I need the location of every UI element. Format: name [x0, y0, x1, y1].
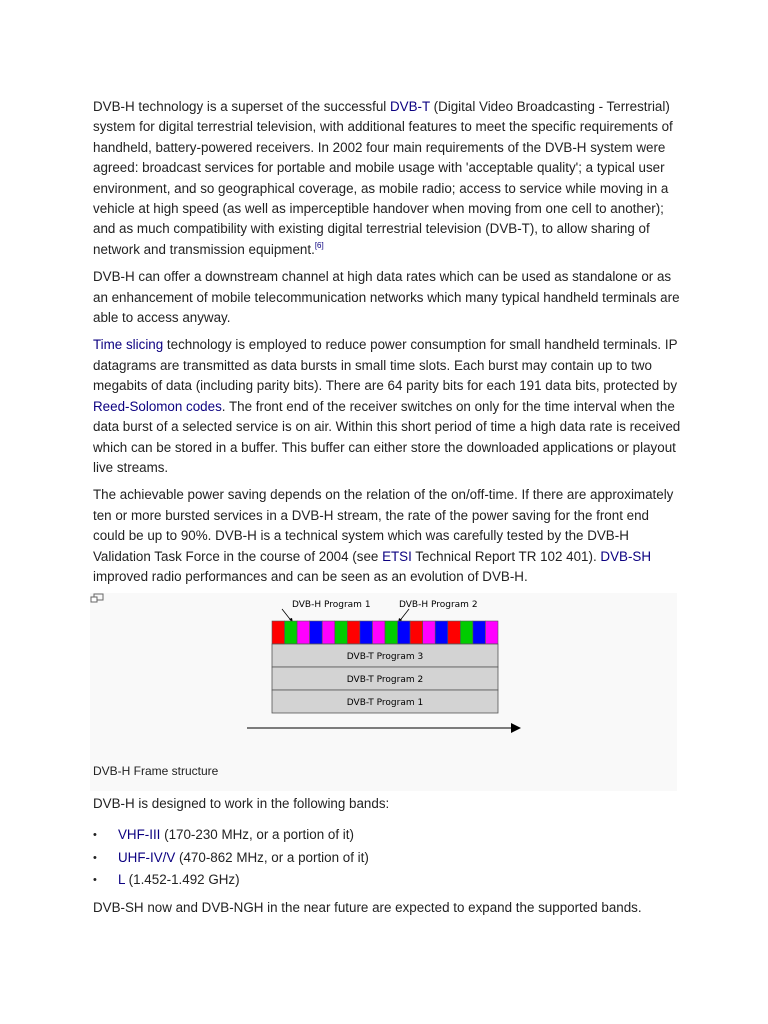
list-item [93, 847, 683, 870]
band-detail: (1.452-1.492 GHz) [124, 872, 240, 888]
bullet-icon: • [93, 851, 97, 864]
paragraph-time-slicing [93, 335, 683, 478]
band-label-program-2: DVB-T Program 2 [346, 675, 424, 685]
time-slot [272, 621, 285, 644]
text: Technical Report TR 102 401). [411, 548, 601, 564]
time-slot [423, 621, 436, 644]
time-slot [485, 621, 498, 644]
link-dvb-t[interactable]: DVB-T [389, 99, 430, 114]
text: DVB-H technology is a superset of the successful [93, 99, 390, 114]
enlarge-icon[interactable] [90, 593, 104, 603]
time-slot [360, 621, 373, 644]
link-vhf-iii[interactable]: VHF-III [118, 827, 161, 843]
time-slot [285, 621, 298, 644]
bands-section [93, 794, 683, 925]
time-slot [435, 621, 448, 644]
time-slot [372, 621, 385, 644]
time-slot [385, 621, 398, 644]
figure-caption: DVB-H Frame structure [93, 764, 219, 778]
list-item [93, 824, 683, 847]
closing-paragraph: DVB-SH now and DVB-NGH in the near future are expected to expand the supported bands. [93, 899, 642, 915]
band-detail: (470-862 MHz, or a portion of it) [175, 849, 369, 865]
text: technology is employed to reduce power consumption for small handheld terminals. IP datagrams are transmitted as data bursts in small time slots. Each burst may contain up to two megabits of data (including parity bits). There are 64 parity bits for each 191 data bits, protected by [93, 337, 678, 394]
time-slot [310, 621, 323, 644]
bands-list [93, 824, 683, 892]
time-slot-row [272, 621, 498, 644]
paragraph-downstream: DVB-H can offer a downstream channel at high data rates which can be used as standalone or as an enhancement of mobile telecommunication networks which many typical handheld terminals are able to access anyway. [93, 269, 680, 326]
bullet-icon: • [93, 874, 97, 887]
bands-intro: DVB-H is designed to work in the following bands: [93, 796, 390, 811]
link-uhf-iv-v[interactable]: UHF-IV/V [118, 849, 176, 865]
time-axis-arrowhead [511, 723, 521, 733]
link-etsi[interactable]: ETSI [382, 548, 412, 564]
text: (Digital Video Broadcasting - Terrestrial) system for digital terrestrial television, with additional features to meet the specific requirements of handheld, battery-powered receivers. In 2002 four main requirements of the DVB-H system were agreed: broadcast services for portable and mobile usage with 'acceptable quality'; a typical user environment, and so geographical coverage, as mobile radio; access to service while moving in a vehicle at high speed (as well as imperceptible handover when moving from one cell to another); and as much compatibility with existing digital terrestrial television (DVB-T), to allow sharing of network and transmission equipment. [93, 99, 673, 257]
article-body [93, 97, 683, 594]
time-slot [448, 621, 461, 644]
time-slot [460, 621, 473, 644]
time-slot [322, 621, 335, 644]
label-dvbh-program-1: DVB-H Program 1 [292, 600, 371, 610]
paragraph-power-saving [93, 485, 683, 587]
time-slot [410, 621, 423, 644]
time-slot [297, 621, 310, 644]
frame-structure-diagram [90, 593, 677, 743]
time-slot [473, 621, 486, 644]
text: The achievable power saving depends on the relation of the on/off-time. If there are approximately ten or more bursted services in a DVB-H stream, the rate of the power saving for the front end could be up to 90%. DVB-H is a technical system which was carefully tested by the DVB-H Validation Task Force in the course of 2004 (see [93, 487, 674, 564]
time-slot [347, 621, 360, 644]
link-reed-solomon[interactable]: Reed-Solomon codes [93, 398, 222, 414]
list-item [93, 869, 683, 892]
bullet-icon: • [93, 829, 97, 842]
time-slot [398, 621, 411, 644]
text: . The front end of the receiver switches on only for the time interval when the data burst of a selected service is on air. Within this short period of time a high data rate is received which can be stored in a buffer. This buffer can either store the downloaded applications or playout live streams. [93, 398, 681, 475]
time-slot [335, 621, 348, 644]
link-l-band[interactable]: L [118, 872, 125, 888]
paragraph-dvbh-overview [93, 97, 683, 260]
frame-structure-figure [90, 593, 677, 791]
band-label-program-3: DVB-T Program 3 [346, 652, 424, 662]
reference-6-link[interactable]: [6] [314, 240, 324, 250]
link-dvb-sh[interactable]: DVB-SH [600, 548, 652, 564]
link-time-slicing[interactable]: Time slicing [93, 337, 164, 353]
text: improved radio performances and can be seen as an evolution of DVB-H. [93, 568, 528, 584]
band-label-program-1: DVB-T Program 1 [346, 698, 424, 708]
label-dvbh-program-2: DVB-H Program 2 [399, 600, 478, 610]
band-detail: (170-230 MHz, or a portion of it) [160, 827, 354, 843]
